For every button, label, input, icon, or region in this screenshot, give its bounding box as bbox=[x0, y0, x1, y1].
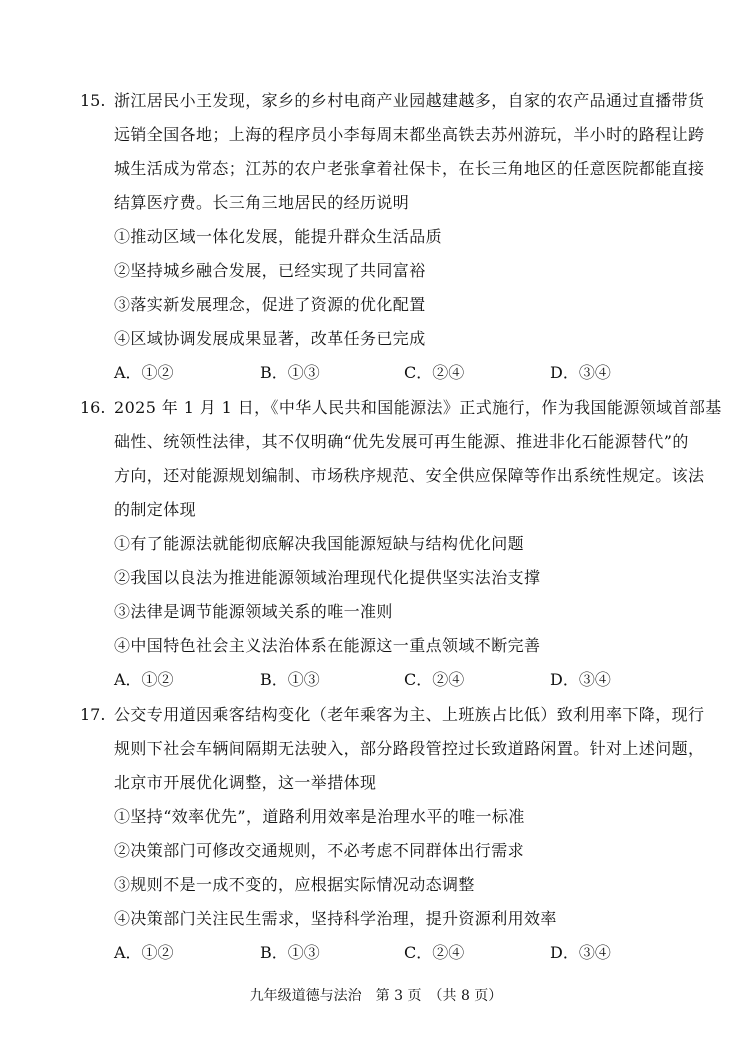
statement-option: ④决策部门关注民生需求，坚持科学治理，提升资源利用效率 bbox=[114, 909, 557, 928]
statement-option: ④中国特色社会主义法治体系在能源这一重点领域不断完善 bbox=[114, 636, 541, 655]
statement-option: ①有了能源法就能彻底解决我国能源短缺与结构优化问题 bbox=[114, 534, 525, 553]
choice-c: C．②④ bbox=[404, 670, 465, 689]
choice-b: B．①③ bbox=[260, 670, 320, 689]
choice-b: B．①③ bbox=[260, 943, 320, 962]
choice-d: D．③④ bbox=[550, 943, 611, 962]
choice-d: D．③④ bbox=[550, 670, 611, 689]
statement-option: ③规则不是一成不变的，应根据实际情况动态调整 bbox=[114, 875, 475, 894]
stem-line: 结算医疗费。长三角三地居民的经历说明 bbox=[114, 193, 410, 212]
statement-option: ③落实新发展理念，促进了资源的优化配置 bbox=[114, 295, 426, 314]
choice-b: B．①③ bbox=[260, 363, 320, 382]
question-15 bbox=[80, 84, 705, 390]
question-17 bbox=[80, 698, 705, 970]
statement-option: ②我国以良法为推进能源领域治理现代化提供坚实法治支撑 bbox=[114, 568, 541, 587]
question-stem bbox=[114, 698, 705, 800]
question-number: 16. bbox=[80, 398, 106, 417]
question-stem bbox=[114, 391, 722, 527]
stem-line: 浙江居民小王发现，家乡的乡村电商产业园越建越多，自家的农产品通过直播带货 bbox=[114, 91, 705, 110]
statement-option: ①推动区域一体化发展，能提升群众生活品质 bbox=[114, 227, 443, 246]
stem-line: 的制定体现 bbox=[114, 500, 197, 519]
statement-option: ①坚持“效率优先”，道路利用效率是治理水平的唯一标准 bbox=[114, 807, 525, 826]
choice-a: A．①② bbox=[114, 670, 174, 689]
choice-d: D．③④ bbox=[550, 363, 611, 382]
choice-a: A．①② bbox=[114, 363, 174, 382]
statement-option: ④区域协调发展成果显著，改革任务已完成 bbox=[114, 329, 426, 348]
page-footer: 九年级道德与法治 第 3 页 （共 8 页） bbox=[249, 988, 503, 1004]
stem-line: 方向，还对能源规划编制、市场秩序规范、安全供应保障等作出系统性规定。该法 bbox=[114, 466, 705, 485]
stem-line: 规则下社会车辆间隔期无法驶入，部分路段管控过长致道路闲置。针对上述问题， bbox=[114, 739, 705, 758]
question-number: 15. bbox=[80, 91, 106, 110]
answer-choices bbox=[114, 663, 680, 697]
statement-option: ③法律是调节能源领域关系的唯一准则 bbox=[114, 602, 393, 621]
question-number: 17. bbox=[80, 705, 106, 724]
statement-option: ②决策部门可修改交通规则，不必考虑不同群体出行需求 bbox=[114, 841, 525, 860]
choice-c: C．②④ bbox=[404, 363, 465, 382]
stem-line: 公交专用道因乘客结构变化（老年乘客为主、上班族占比低）致利用率下降，现行 bbox=[114, 705, 705, 724]
stem-line: 2025 年 1 月 1 日，《中华人民共和国能源法》正式施行，作为我国能源领域首部基 bbox=[114, 398, 722, 417]
choice-a: A．①② bbox=[114, 943, 174, 962]
question-16 bbox=[80, 391, 722, 697]
question-stem bbox=[114, 84, 705, 220]
answer-choices bbox=[114, 356, 680, 390]
statement-option: ②坚持城乡融合发展，已经实现了共同富裕 bbox=[114, 261, 426, 280]
stem-line: 远销全国各地；上海的程序员小李每周末都坐高铁去苏州游玩，半小时的路程让跨 bbox=[114, 125, 705, 144]
stem-line: 北京市开展优化调整，这一举措体现 bbox=[114, 773, 377, 792]
stem-line: 城生活成为常态；江苏的农户老张拿着社保卡，在长三角地区的任意医院都能直接 bbox=[114, 159, 705, 178]
answer-choices bbox=[114, 936, 680, 970]
stem-line: 础性、统领性法律，其不仅明确“优先发展可再生能源、推进非化石能源替代”的 bbox=[114, 432, 689, 451]
choice-c: C．②④ bbox=[404, 943, 465, 962]
